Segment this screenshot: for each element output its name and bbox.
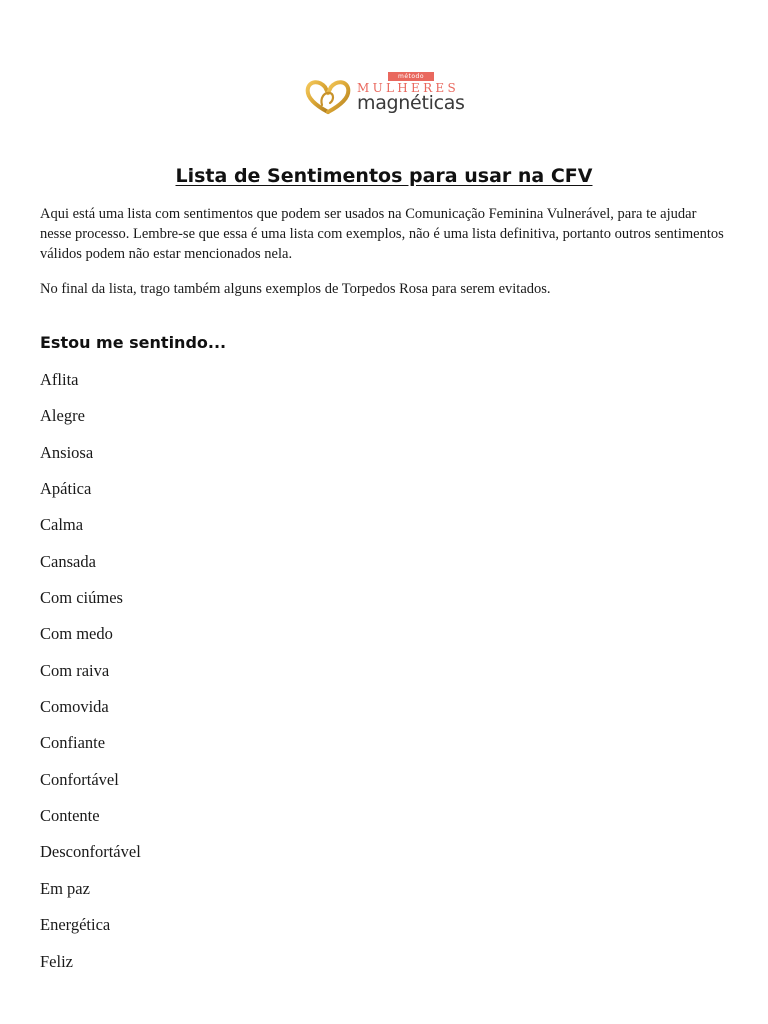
logo-line-2: magnéticas [357,92,465,114]
list-item: Aflita [40,370,79,389]
list-item: Feliz [40,951,73,971]
list-item: Calma [40,515,84,535]
feelings-list [40,368,141,986]
list-item: Cansada [40,551,96,571]
list-item: Apática [40,479,92,499]
list-item: Ansiosa [40,442,94,462]
list-item: Energética [40,915,111,935]
list-item: Contente [40,806,100,826]
page-title: Lista de Sentimentos para usar na CFV [175,165,593,187]
rings-icon [303,78,353,116]
list-item: Desconfortável [40,842,141,862]
list-item: Com raiva [40,660,110,680]
list-item: Alegre [40,406,85,426]
brand-logo [303,72,473,118]
note-paragraph: No final da lista, trago também alguns exemplos de Torpedos Rosa para serem evitados. [40,281,551,297]
logo-line-1: MULHERES [357,81,460,95]
list-item: Em paz [40,878,90,898]
section-heading: Estou me sentindo... [40,333,227,352]
list-item: Comovida [40,697,109,717]
list-item: Com ciúmes [40,588,123,608]
intro-paragraph: Aqui está uma lista com sentimentos que podem ser usados na Comunicação Feminina Vulnerável, para te ajudar nesse processo. Lembre-se que essa é uma lista com exemplos, não é uma lista definitiva, portanto outros sentimentos válidos podem não estar mencionados nela. [40,206,724,262]
list-item: Confiante [40,733,106,753]
logo-method-label: método [388,72,434,81]
list-item: Confortável [40,769,119,789]
list-item: Com medo [40,624,113,644]
